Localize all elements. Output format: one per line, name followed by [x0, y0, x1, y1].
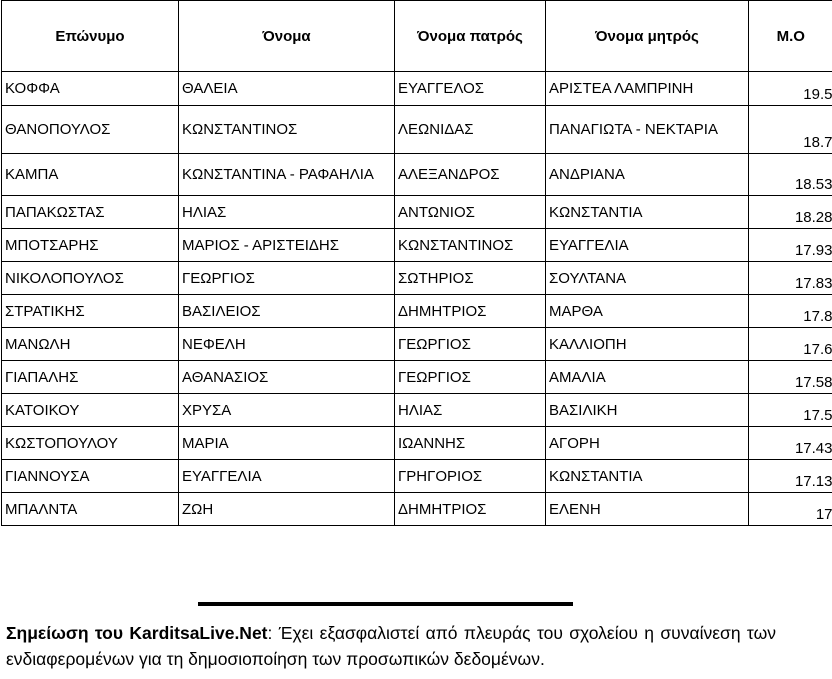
cell-first-name: ΖΩΗ — [179, 493, 395, 526]
table-row — [2, 361, 832, 394]
cell-surname: ΚΟΦΦΑ — [2, 72, 179, 106]
table-row — [2, 328, 832, 361]
table-body — [2, 72, 832, 526]
cell-average: 18.7 — [749, 106, 832, 154]
cell-average: 17.58 — [749, 361, 832, 394]
cell-average: 17.83 — [749, 262, 832, 295]
note-label: Σημείωση του KarditsaLive.Net — [6, 623, 268, 643]
header-first-name: Όνομα — [179, 1, 395, 72]
cell-surname: ΣΤΡΑΤΙΚΗΣ — [2, 295, 179, 328]
table-header-row — [2, 1, 832, 72]
cell-father-name: ΑΝΤΩΝΙΟΣ — [395, 196, 546, 229]
cell-first-name: ΚΩΝΣΤΑΝΤΙΝΑ - ΡΑΦΑΗΛΙΑ — [179, 154, 395, 196]
cell-surname: ΚΑΤΟΙΚΟΥ — [2, 394, 179, 427]
cell-father-name: ΔΗΜΗΤΡΙΟΣ — [395, 295, 546, 328]
cell-father-name: ΗΛΙΑΣ — [395, 394, 546, 427]
table-row — [2, 154, 832, 196]
cell-mother-name: ΣΟΥΛΤΑΝΑ — [546, 262, 749, 295]
table-row — [2, 295, 832, 328]
cell-father-name: ΓΕΩΡΓΙΟΣ — [395, 361, 546, 394]
note-text: : Έχει εξασφαλιστεί από πλευράς του σχολείου η συναίνεση των ενδιαφερομένων για τη δημοσιοποίηση των προσωπικών δεδομένων. — [6, 623, 776, 669]
cell-mother-name: ΕΛΕΝΗ — [546, 493, 749, 526]
cell-mother-name: ΜΑΡΘΑ — [546, 295, 749, 328]
cell-mother-name: ΑΝΔΡΙΑΝΑ — [546, 154, 749, 196]
cell-surname: ΠΑΠΑΚΩΣΤΑΣ — [2, 196, 179, 229]
separator-line — [198, 602, 573, 606]
header-father-name: Όνομα πατρός — [395, 1, 546, 72]
cell-father-name: ΛΕΩΝΙΔΑΣ — [395, 106, 546, 154]
table-row — [2, 493, 832, 526]
cell-mother-name: ΠΑΝΑΓΙΩΤΑ - ΝΕΚΤΑΡΙΑ — [546, 106, 749, 154]
cell-mother-name: ΑΜΑΛΙΑ — [546, 361, 749, 394]
cell-mother-name: ΚΩΝΣΤΑΝΤΙΑ — [546, 460, 749, 493]
header-surname: Επώνυμο — [2, 1, 179, 72]
cell-father-name: ΣΩΤΗΡΙΟΣ — [395, 262, 546, 295]
table-row — [2, 460, 832, 493]
cell-father-name: ΔΗΜΗΤΡΙΟΣ — [395, 493, 546, 526]
header-mother-name: Όνομα μητρός — [546, 1, 749, 72]
cell-average: 17.5 — [749, 394, 832, 427]
cell-average: 18.53 — [749, 154, 832, 196]
cell-father-name: ΑΛΕΞΑΝΔΡΟΣ — [395, 154, 546, 196]
cell-first-name: ΜΑΡΙΑ — [179, 427, 395, 460]
table-row — [2, 229, 832, 262]
cell-surname: ΚΑΜΠΑ — [2, 154, 179, 196]
table-row — [2, 262, 832, 295]
cell-first-name: ΝΕΦΕΛΗ — [179, 328, 395, 361]
cell-first-name: ΒΑΣΙΛΕΙΟΣ — [179, 295, 395, 328]
students-table — [1, 0, 832, 526]
table-row — [2, 106, 832, 154]
cell-average: 17.93 — [749, 229, 832, 262]
cell-mother-name: ΚΩΝΣΤΑΝΤΙΑ — [546, 196, 749, 229]
cell-average: 19.5 — [749, 72, 832, 106]
cell-average: 17.43 — [749, 427, 832, 460]
table-row — [2, 394, 832, 427]
cell-first-name: ΓΕΩΡΓΙΟΣ — [179, 262, 395, 295]
cell-first-name: ΘΑΛΕΙΑ — [179, 72, 395, 106]
cell-average: 17.13 — [749, 460, 832, 493]
cell-average: 17.6 — [749, 328, 832, 361]
header-average: Μ.Ο — [749, 1, 832, 72]
cell-average: 17.8 — [749, 295, 832, 328]
cell-father-name: ΓΡΗΓΟΡΙΟΣ — [395, 460, 546, 493]
cell-father-name: ΓΕΩΡΓΙΟΣ — [395, 328, 546, 361]
cell-mother-name: ΒΑΣΙΛΙΚΗ — [546, 394, 749, 427]
cell-surname: ΜΑΝΩΛΗ — [2, 328, 179, 361]
table-row — [2, 427, 832, 460]
cell-surname: ΚΩΣΤΟΠΟΥΛΟΥ — [2, 427, 179, 460]
cell-average: 17 — [749, 493, 832, 526]
cell-mother-name: ΑΓΟΡΗ — [546, 427, 749, 460]
cell-first-name: ΚΩΝΣΤΑΝΤΙΝΟΣ — [179, 106, 395, 154]
cell-average: 18.28 — [749, 196, 832, 229]
cell-father-name: ΕΥΑΓΓΕΛΟΣ — [395, 72, 546, 106]
cell-mother-name: ΑΡΙΣΤΕΑ ΛΑΜΠΡΙΝΗ — [546, 72, 749, 106]
cell-surname: ΜΠΟΤΣΑΡΗΣ — [2, 229, 179, 262]
cell-father-name: ΚΩΝΣΤΑΝΤΙΝΟΣ — [395, 229, 546, 262]
cell-surname: ΘΑΝΟΠΟΥΛΟΣ — [2, 106, 179, 154]
cell-first-name: ΧΡΥΣΑ — [179, 394, 395, 427]
cell-mother-name: ΚΑΛΛΙΟΠΗ — [546, 328, 749, 361]
note-paragraph — [6, 620, 776, 672]
cell-first-name: ΕΥΑΓΓΕΛΙΑ — [179, 460, 395, 493]
cell-first-name: ΑΘΑΝΑΣΙΟΣ — [179, 361, 395, 394]
cell-first-name: ΗΛΙΑΣ — [179, 196, 395, 229]
cell-surname: ΓΙΑΝΝΟΥΣΑ — [2, 460, 179, 493]
cell-surname: ΝΙΚΟΛΟΠΟΥΛΟΣ — [2, 262, 179, 295]
table-row — [2, 196, 832, 229]
cell-first-name: ΜΑΡΙΟΣ - ΑΡΙΣΤΕΙΔΗΣ — [179, 229, 395, 262]
cell-surname: ΜΠΑΛΝΤΑ — [2, 493, 179, 526]
cell-mother-name: ΕΥΑΓΓΕΛΙΑ — [546, 229, 749, 262]
cell-surname: ΓΙΑΠΑΛΗΣ — [2, 361, 179, 394]
table-row — [2, 72, 832, 106]
cell-father-name: ΙΩΑΝΝΗΣ — [395, 427, 546, 460]
